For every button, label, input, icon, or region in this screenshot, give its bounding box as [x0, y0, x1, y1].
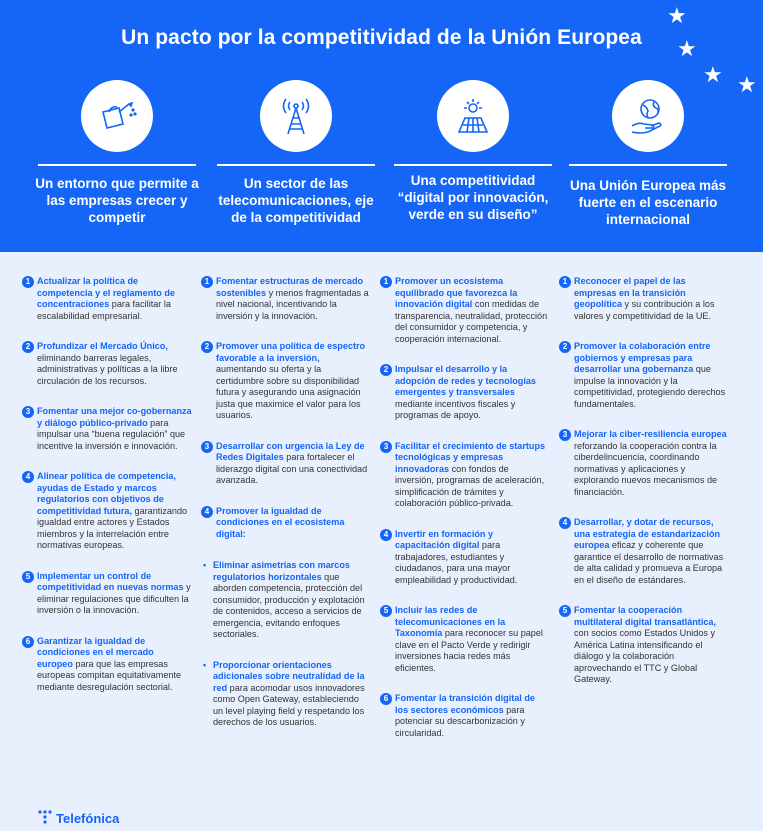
item-number: 1: [22, 276, 34, 288]
list-item: [22, 471, 192, 552]
item-text: garantizando igualdad entre actores y Estados miembros y la interrelación entre normativas europeas.: [37, 505, 188, 550]
item-text: con fondos de inversión, programas de aceleración, simplificación de trámites y colaboración público-privada.: [395, 463, 545, 508]
item-highlight: Invertir en formación y capacitación digital: [395, 528, 494, 550]
item-number: 3: [201, 441, 213, 453]
item-highlight: Fomentar la transición digital de los sectores económicos: [395, 693, 535, 715]
item-highlight: Alinear política de competencia, ayudas de Estado y marcos regulatorios con objetivos de competitividad futura,: [37, 471, 176, 516]
column-4: [559, 276, 729, 686]
item-number: 4: [559, 517, 571, 529]
item-number: 3: [559, 429, 571, 441]
pillar-2: [201, 80, 391, 166]
item-text: que aborden competencia, protección del consumidor, producción y explotación de contenidos, acceso a servicios de emergencia, evitando enfoques sectoriales.: [213, 571, 365, 639]
item-highlight: Garantizar la igualdad de condiciones en el mercado europeo: [37, 635, 154, 669]
list-item: [380, 276, 550, 345]
item-text: para impulsar una “buena regulación” que incentive la inversión e innovación.: [37, 417, 186, 451]
item-text: para trabajadores, estudiantes y ciudadanos, para una mayor empleabilidad y productividad.: [395, 540, 518, 585]
list-item: [22, 636, 192, 694]
pillar-title: Un entorno que permite a las empresas crecer y competir: [35, 176, 199, 225]
list-item: [201, 441, 371, 487]
item-number: 5: [559, 605, 571, 617]
page-title: Un pacto por la competitividad de la Unión Europea: [121, 26, 642, 49]
item-number: 1: [201, 276, 213, 288]
item-number: 2: [22, 341, 34, 353]
pillar-3: [378, 80, 568, 166]
list-item: [559, 429, 729, 498]
item-text: eficaz y coherente que garantice el desarrollo de normativas de alta calidad y promueva a Europa en el diseño de estándares.: [574, 540, 724, 585]
list-item: [559, 605, 729, 686]
item-number: 4: [380, 529, 392, 541]
item-number: 2: [201, 341, 213, 353]
item-number: 6: [380, 693, 392, 705]
item-highlight: Facilitar el crecimiento de startups tecnológicas y empresas innovadoras: [395, 440, 546, 474]
bullet-icon: •: [203, 560, 207, 570]
item-highlight: Profundizar el Mercado Único,: [37, 341, 168, 351]
item-text: para fortalecer el liderazgo digital con una conectividad avanzada.: [216, 452, 368, 485]
item-text: y su contribución a los valores y competitividad de la UE.: [574, 299, 715, 321]
bullet-icon: •: [203, 659, 207, 670]
item-text: para facilitar la escalabilidad empresarial.: [37, 299, 171, 321]
item-text: para acomodar usos innovadores como Open Gateway, estableciendo un level playing field y respetando los derechos de los usuarios.: [213, 682, 365, 727]
sub-list-item: [201, 660, 371, 729]
list-item: [22, 571, 192, 617]
list-item: [22, 276, 192, 322]
solar-field-icon: [437, 80, 509, 152]
brand-name: Telefónica: [56, 810, 120, 826]
item-text: reforzando la cooperación contra la ciberdelincuencia, coordinando normativas y aplicaciones y explorando nuevos mecanismos de financiación.: [574, 440, 718, 497]
item-text: mediante incentivos fiscales y programas de apoyo.: [395, 398, 516, 420]
item-highlight: Implementar un control de competitividad en nuevas normas: [37, 570, 184, 592]
list-item: [380, 693, 550, 739]
star-icon: ★: [737, 72, 757, 97]
item-number: 3: [380, 441, 392, 453]
item-highlight: Incluir las redes de telecomunicaciones en la Taxonomía: [395, 605, 506, 638]
column-3: [380, 276, 550, 739]
telecom-tower-icon: [260, 80, 332, 152]
list-item: [201, 341, 371, 422]
star-icon: ★: [703, 62, 723, 87]
column-1: [22, 276, 192, 693]
list-item: [380, 364, 550, 422]
pillar-divider: [394, 164, 552, 166]
pillar-divider: [569, 164, 727, 166]
list-item: [201, 506, 371, 541]
item-highlight: Promover la colaboración entre gobiernos y empresas para desarrollar una gobernanza: [574, 341, 711, 374]
item-text: que impulse la innovación y la competitividad, protegiendo derechos fundamentales.: [574, 364, 726, 409]
item-text: y menos fragmentadas a nivel nacional, incentivando la inversión y la innovación.: [216, 287, 369, 321]
list-item: [201, 276, 371, 322]
list-item: [380, 529, 550, 587]
item-highlight: Reconocer el papel de las empresas en la transición geopolítica: [574, 276, 686, 309]
pillar-title: Un sector de las telecomunicaciones, eje de la competitividad: [218, 176, 374, 225]
item-text: aumentando su oferta y la certidumbre sobre su disponibilidad futura y asegurando una asignación justa que maximice el valor para los usuarios.: [216, 364, 361, 420]
item-number: 3: [22, 406, 34, 418]
telefonica-dots-icon: [38, 810, 52, 826]
item-number: 1: [559, 276, 571, 288]
watering-can-icon: [81, 80, 153, 152]
list-item: [22, 406, 192, 452]
item-text: con socios como Estados Unidos y América Latina intensificando el diálogo y la colaboración aprovechando el TTC y Global Gateway.: [574, 628, 716, 684]
pillar-divider: [217, 164, 375, 166]
pillar-title: Una competitividad “digital por innovación, verde en su diseño”: [397, 173, 549, 222]
pillar-divider: [38, 164, 196, 166]
item-highlight: Fomentar una mejor co-gobernanza y diálogo público-privado: [37, 406, 192, 428]
column-2: [201, 276, 371, 729]
item-number: 5: [22, 571, 34, 583]
item-highlight: Actualizar la política de competencia y el reglamento de concentraciones: [37, 276, 175, 309]
item-highlight: Promover una política de espectro favorable a la inversión,: [216, 341, 366, 363]
hero-banner: [0, 0, 763, 252]
pillar-title: Una Unión Europea más fuerte en el escenario internacional: [569, 178, 727, 227]
item-number: 2: [380, 364, 392, 376]
item-number: 2: [559, 341, 571, 353]
item-highlight: Impulsar el desarrollo y la adopción de redes y tecnologías emergentes y transversales: [395, 364, 536, 397]
list-item: [559, 341, 729, 410]
item-highlight: Desarrollar con urgencia la Ley de Redes Digitales: [216, 440, 365, 462]
item-number: 6: [22, 636, 34, 648]
list-item: [559, 517, 729, 586]
list-item: [559, 276, 729, 322]
list-item: [380, 441, 550, 510]
star-icon: ★: [677, 36, 697, 61]
item-text: para que las empresas europeas compitan equitativamente mediante desregulación sectorial.: [37, 658, 182, 692]
list-item: [380, 605, 550, 674]
list-item: [22, 341, 192, 387]
item-number: 4: [201, 506, 213, 518]
item-highlight: Eliminar asimetrías con marcos regulatorios horizontales: [213, 560, 350, 582]
item-number: 5: [380, 605, 392, 617]
pillar-1: [22, 80, 212, 166]
pillar-4: [553, 80, 743, 166]
item-text: y eliminar regulaciones que dificulten la inversión o la innovación.: [37, 582, 191, 615]
item-number: 4: [22, 471, 34, 483]
sub-list-item: [201, 560, 371, 641]
item-highlight: Promover la igualdad de condiciones en el ecosistema digital:: [216, 505, 345, 539]
item-highlight: Mejorar la ciber-resiliencia europea: [574, 429, 727, 439]
item-highlight: Fomentar estructuras de mercado sostenibles: [216, 276, 364, 298]
item-highlight: Desarrollar, y dotar de recursos, una estrategia de estandarización europea: [574, 517, 721, 550]
item-number: 1: [380, 276, 392, 288]
item-text: con medidas de transparencia, neutralidad, protección del consumidor y competencia, y cooperación internacional.: [395, 299, 548, 344]
item-text: eliminando barreras legales, administrativas y políticas a la libre circulación de los recursos.: [37, 352, 178, 386]
item-highlight: Promover un ecosistema equilibrado que favorezca la innovación digital: [395, 276, 518, 309]
item-text: para potenciar su descarbonización y circularidad.: [395, 704, 525, 738]
item-text: para reconocer su papel clave en el Pacto Verde y redirigir inversiones hacia redes más eficientes.: [395, 628, 543, 673]
item-highlight: Fomentar la cooperación multilateral digital transatlántica,: [574, 605, 717, 627]
item-highlight: Proporcionar orientaciones adicionales sobre neutralidad de la red: [213, 659, 365, 693]
star-icon: ★: [667, 3, 687, 28]
telefonica-logo: [38, 810, 119, 826]
globe-hand-icon: [612, 80, 684, 152]
